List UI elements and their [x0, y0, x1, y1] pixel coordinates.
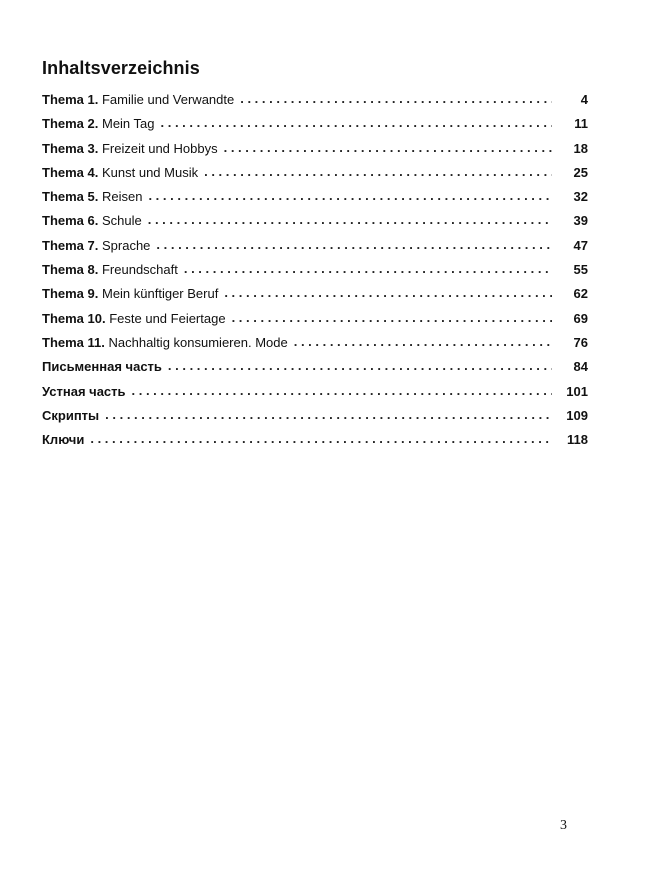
toc-entry[interactable] [42, 116, 588, 140]
toc-entry[interactable] [42, 359, 588, 383]
dot-leader [105, 407, 552, 422]
toc-entry-title: Mein künftiger Beruf [101, 286, 219, 302]
toc-entry[interactable] [42, 408, 588, 432]
toc-entry-page: 69 [573, 310, 588, 326]
toc-entry-label [42, 286, 218, 301]
toc-entry-label [42, 165, 198, 180]
toc-entry-title: Schule [101, 213, 142, 229]
toc-entry[interactable] [42, 384, 588, 408]
toc-entry-title: Feste und Feiertage [109, 310, 226, 326]
toc-entry-prefix: Thema 11. [42, 334, 105, 350]
toc-entry[interactable] [42, 141, 588, 165]
table-of-contents [42, 92, 588, 456]
dot-leader [240, 91, 552, 106]
toc-entry[interactable] [42, 189, 588, 213]
toc-entry-page: 18 [573, 140, 588, 156]
toc-entry-page: 62 [573, 286, 588, 302]
dot-leader [148, 212, 552, 227]
toc-entry-page: 101 [566, 383, 588, 399]
dot-leader [132, 383, 552, 398]
toc-entry-label [42, 92, 234, 107]
toc-entry[interactable] [42, 213, 588, 237]
toc-entry-title: Freizeit und Hobbys [101, 140, 218, 156]
toc-entry-label [42, 116, 155, 131]
page-number: 3 [560, 818, 567, 833]
toc-entry-page: 84 [573, 359, 588, 375]
dot-leader [90, 431, 552, 446]
toc-entry[interactable] [42, 335, 588, 359]
toc-entry-page: 32 [573, 189, 588, 205]
toc-entry-page: 118 [567, 432, 588, 448]
toc-entry[interactable] [42, 432, 588, 456]
toc-entry-title: Kunst und Musik [101, 164, 199, 180]
toc-entry-page: 47 [573, 237, 588, 253]
toc-entry-label [42, 311, 226, 326]
toc-entry-prefix: Thema 7. [42, 237, 99, 253]
toc-entry-prefix: Thema 8. [42, 262, 99, 278]
toc-entry-title: Reisen [101, 189, 143, 205]
toc-entry-title: Скрипты [42, 407, 100, 423]
toc-entry-prefix: Thema 5. [42, 189, 99, 205]
toc-entry-page: 76 [573, 334, 588, 350]
toc-entry-title: Sprache [101, 237, 151, 253]
dot-leader [168, 358, 552, 373]
toc-entry[interactable] [42, 262, 588, 286]
toc-entry-page: 55 [573, 262, 588, 278]
dot-leader [161, 115, 553, 130]
toc-entry-prefix: Thema 4. [42, 164, 99, 180]
dot-leader [294, 334, 552, 349]
toc-entry[interactable] [42, 286, 588, 310]
toc-entry-prefix: Thema 2. [42, 116, 99, 132]
toc-entry-page: 4 [580, 92, 588, 107]
table-of-contents-title: Inhaltsverzeichnis [42, 58, 200, 78]
toc-entry-title: Устная часть [42, 383, 126, 399]
toc-entry-prefix: Thema 9. [42, 286, 99, 302]
toc-entry-page: 109 [566, 407, 588, 423]
toc-entry-title: Ключи [42, 432, 85, 448]
toc-entry-page: 39 [573, 213, 588, 229]
dot-leader [224, 285, 552, 300]
toc-entry[interactable] [42, 238, 588, 262]
toc-entry[interactable] [42, 311, 588, 335]
toc-entry-title: Freundschaft [101, 262, 178, 278]
toc-entry-label [42, 335, 288, 350]
dot-leader [224, 140, 552, 155]
dot-leader [184, 261, 552, 276]
toc-entry-label [42, 213, 142, 228]
toc-entry-label [42, 262, 178, 277]
toc-entry[interactable] [42, 92, 588, 116]
toc-entry-page: 25 [573, 164, 588, 180]
toc-entry-prefix: Thema 1. [42, 92, 99, 107]
toc-entry-title: Mein Tag [101, 116, 155, 132]
toc-entry-label [42, 238, 150, 253]
toc-entry-page: 11 [574, 116, 588, 132]
toc-entry-title: Письменная часть [42, 359, 162, 375]
toc-entry-label [42, 141, 218, 156]
toc-entry-title: Familie und Verwandte [101, 92, 235, 107]
dot-leader [232, 310, 552, 325]
toc-entry-prefix: Thema 10. [42, 310, 106, 326]
toc-entry-prefix: Thema 6. [42, 213, 99, 229]
toc-entry-title: Nachhaltig konsumieren. Mode [108, 334, 288, 350]
dot-leader [156, 237, 552, 252]
dot-leader [148, 188, 552, 203]
toc-entry-prefix: Thema 3. [42, 140, 99, 156]
toc-entry-label [42, 189, 142, 204]
toc-entry[interactable] [42, 165, 588, 189]
dot-leader [204, 164, 552, 179]
